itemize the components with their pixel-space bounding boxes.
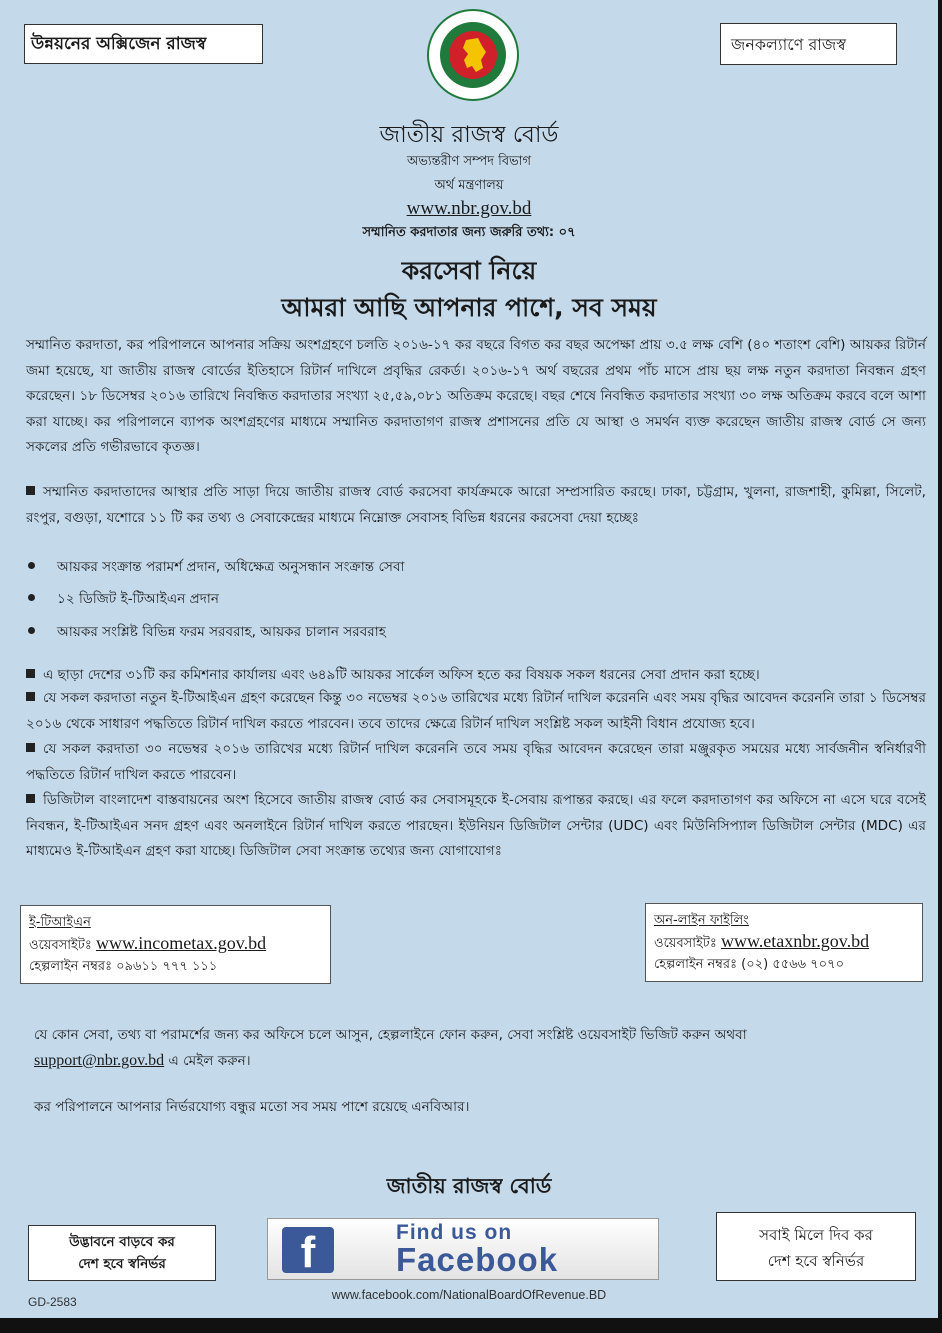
etin-website-link[interactable]: www.incometax.gov.bd — [95, 933, 267, 953]
slogan-right-box: সবাই মিলে দিব কর দেশ হবে স্বনির্ভর — [716, 1212, 916, 1281]
efiling-helpline: (০২) ৫৫৬৬ ৭০৭০ — [741, 957, 845, 972]
bullet-icon — [28, 594, 35, 601]
top-left-tag-text: উন্নয়নের অক্সিজেন রাজস্ব — [31, 34, 207, 54]
bullet-icon — [28, 562, 35, 569]
note-1: এ ছাড়া দেশের ৩১টি কর কমিশনার কার্যালয় এবং ৬৪৯টি আয়কর সার্কেল অফিস হতে কর বিষয়ক সকল ধরনের সেবা প্রদান করা হচ্ছে। — [26, 663, 926, 689]
square-bullet-icon — [26, 486, 35, 495]
etin-box: ই-টিআইএন ওয়েবসাইটঃ www.incometax.gov.bd হেল্পলাইন নম্বরঃ ০৯৬১১ ৭৭৭ ১১১ — [20, 905, 331, 984]
closing-line: কর পরিপালনে আপনার নির্ভরযোগ্য বন্ধুর মতো সব সময় পাশে রয়েছে এনবিআর। — [34, 1099, 470, 1115]
square-bullet-icon — [26, 794, 35, 803]
etin-title: ই-টিআইএন — [29, 915, 91, 930]
ministry: অর্থ মন্ত্রণালয় — [434, 178, 504, 193]
headline-1: করসেবা নিয়ে — [401, 256, 537, 285]
note-3: যে সকল করদাতা ৩০ নভেম্বর ২০১৬ তারিখের মধ্যে রিটার্ন দাখিল করেননি তবে সময় বৃদ্ধির আবেদন করেছেন তারা মঞ্জুরকৃত সময়ের মধ্যে সার্বজনীন স্বনির্ধারণী পদ্ধতিতে রিটার্ন দাখিল করতে পারবেন। — [26, 741, 926, 783]
service-item: ১২ ডিজিট ই-টিআইএন প্রদান — [28, 588, 219, 611]
square-bullet-icon — [26, 669, 35, 678]
support-email-link[interactable]: support@nbr.gov.bd — [34, 1052, 165, 1069]
facebook-url[interactable]: www.facebook.com/NationalBoardOfRevenue.BD — [331, 1288, 607, 1302]
facebook-name-text: Facebook — [396, 1241, 559, 1278]
website-link[interactable]: www.nbr.gov.bd — [406, 198, 532, 219]
ad-code: GD-2583 — [28, 1295, 77, 1309]
efiling-title: অন-লাইন ফাইলিং — [654, 913, 749, 928]
footer-org-name: জাতীয় রাজস্ব বোর্ড — [386, 1174, 552, 1198]
service-item: আয়কর সংক্রান্ত পরামর্শ প্রদান, অধিক্ষেত্র অনুসন্ধান সংক্রান্ত সেবা — [28, 556, 404, 579]
top-right-tag-text: জনকল্যাণে রাজস্ব — [731, 35, 846, 54]
note-2: যে সকল করদাতা নতুন ই-টিআইএন গ্রহণ করেছেন কিন্তু ৩০ নভেম্বর ২০১৬ তারিখের মধ্যে রিটার্ন দাখিল করেননি এবং সময় বৃদ্ধির আবেদন করেননি তারা ১ ডিসেম্বর ২০১৬ থেকে সাধারণ পদ্ধতিতে রিটার্ন দাখিল করতে পারবেন। তবে তাদের ক্ষেত্রে রিটার্ন দাখিল সংশ্লিষ্ট সকল আইনী বিধান প্রযোজ্য হবে। — [26, 690, 926, 732]
service-item: আয়কর সংশ্লিষ্ট বিভিন্ন ফরম সরবরাহ, আয়কর চালান সরবরাহ — [28, 621, 386, 644]
bullet-icon — [28, 627, 35, 634]
slogan-left-box: উদ্ভাবনে বাড়বে কর দেশ হবে স্বনির্ভর — [28, 1225, 216, 1281]
expansion-text: সম্মানিত করদাতাদের আস্থার প্রতি সাড়া দিয়ে জাতীয় রাজস্ব বোর্ড করসেবা কার্যক্রমকে আরো সম্প্রসারিত করছে। ঢাকা, চট্টগ্রাম, খুলনা, রাজশাহী, কুমিল্লা, সিলেট, রংপুর, বগুড়া, যশোরে ১১ টি কর তথ্য ও সেবাকেন্দ্রের মাধ্যমে নিম্নোক্ত সেবাসহ বিভিন্ন ধরনের করসেবা দেয়া হচ্ছেঃ — [26, 484, 926, 526]
efiling-box: অন-লাইন ফাইলিং ওয়েবসাইটঃ www.etaxnbr.gov.bd হেল্পলাইন নম্বরঃ (০২) ৫৫৬৬ ৭০৭০ — [645, 903, 923, 982]
square-bullet-icon — [26, 692, 35, 701]
top-right-tag — [720, 23, 897, 65]
intro-paragraph: সম্মানিত করদাতা, কর পরিপালনে আপনার সক্রিয় অংশগ্রহণে চলতি ২০১৬-১৭ কর বছরে বিগত কর বছর অপেক্ষা প্রায় ৩.৫ লক্ষ বেশি (৪০ শতাংশ বেশি) আয়কর রিটার্ন জমা হয়েছে, যা জাতীয় রাজস্ব বোর্ডের ইতিহাসে রিটার্ন দাখিলে প্রবৃদ্ধির রেকর্ড। ২০১৬-১৭ অর্থ বছরের প্রথম পাঁচ মাসে প্রায় ছয় লক্ষ নতুন করদাতা নিবন্ধন গ্রহণ করেছেন। ১৮ ডিসেম্বর ২০১৬ তারিখে নিবন্ধিত করদাতার সংখ্যা ২৫,৫৯,০৮১ অতিক্রম করেছে। বছর শেষে নিবন্ধিত করদাতার সংখ্যা ৩০ লক্ষ অতিক্রম করবে বলে আশা করা যাচ্ছে। কর পরিপালনে ব্যাপক অংশগ্রহণের মাধ্যমে সম্মানিত করদাতাগণ রাজস্ব প্রশাসনের প্রতি যে আস্থা ও সমর্থন ব্যক্ত করেছেন জাতীয় রাজস্ব বোর্ড সে জন্য সকলের প্রতি গভীরভাবে কৃতজ্ঞ। — [26, 337, 926, 455]
facebook-logo-icon: f — [282, 1227, 334, 1273]
contact-paragraph: যে কোন সেবা, তথ্য বা পরামর্শের জন্য কর অফিসে চলে আসুন, হেল্পলাইনে ফোন করুন, সেবা সংশ্লিষ্ট ওয়েবসাইট ভিজিট করুন অথবা support@nbr.gov.bd এ মেইল করুন। — [34, 1027, 747, 1069]
top-left-tag — [24, 24, 263, 64]
facebook-banner[interactable] — [267, 1218, 659, 1280]
etin-helpline: ০৯৬১১ ৭৭৭ ১১১ — [116, 959, 218, 974]
government-seal-icon — [426, 8, 520, 102]
org-name: জাতীয় রাজস্ব বোর্ড — [379, 122, 559, 148]
division: অভ্যন্তরীণ সম্পদ বিভাগ — [406, 154, 532, 169]
efiling-website-link[interactable]: www.etaxnbr.gov.bd — [720, 931, 870, 951]
expansion-paragraph — [26, 480, 926, 531]
headline-2: আমরা আছি আপনার পাশে, সব সময় — [281, 293, 657, 322]
info-number: সম্মানিত করদাতার জন্য জরুরি তথ্য: ০৭ — [362, 225, 576, 240]
facebook-find-text: Find us on — [396, 1221, 513, 1244]
square-bullet-icon — [26, 743, 35, 752]
note-4: ডিজিটাল বাংলাদেশ বাস্তবায়নের অংশ হিসেবে জাতীয় রাজস্ব বোর্ড কর সেবাসমূহকে ই-সেবায় রূপান্তর করছে। এর ফলে করদাতাগণ কর অফিসে না এসে ঘরে বসেই নিবন্ধন, ই-টিআইএন সনদ গ্রহণ এবং অনলাইনে রিটার্ন দাখিল করতে পারছেন। ইউনিয়ন ডিজিটাল সেন্টার (UDC) এবং মিউনিসিপ্যাল ডিজিটাল সেন্টার (MDC) এর মাধ্যমেও ই-টিআইএন গ্রহণ করা যাচ্ছে। ডিজিটাল সেবা সংক্রান্ত তথ্যের জন্য যোগাযোগঃ — [26, 792, 926, 859]
